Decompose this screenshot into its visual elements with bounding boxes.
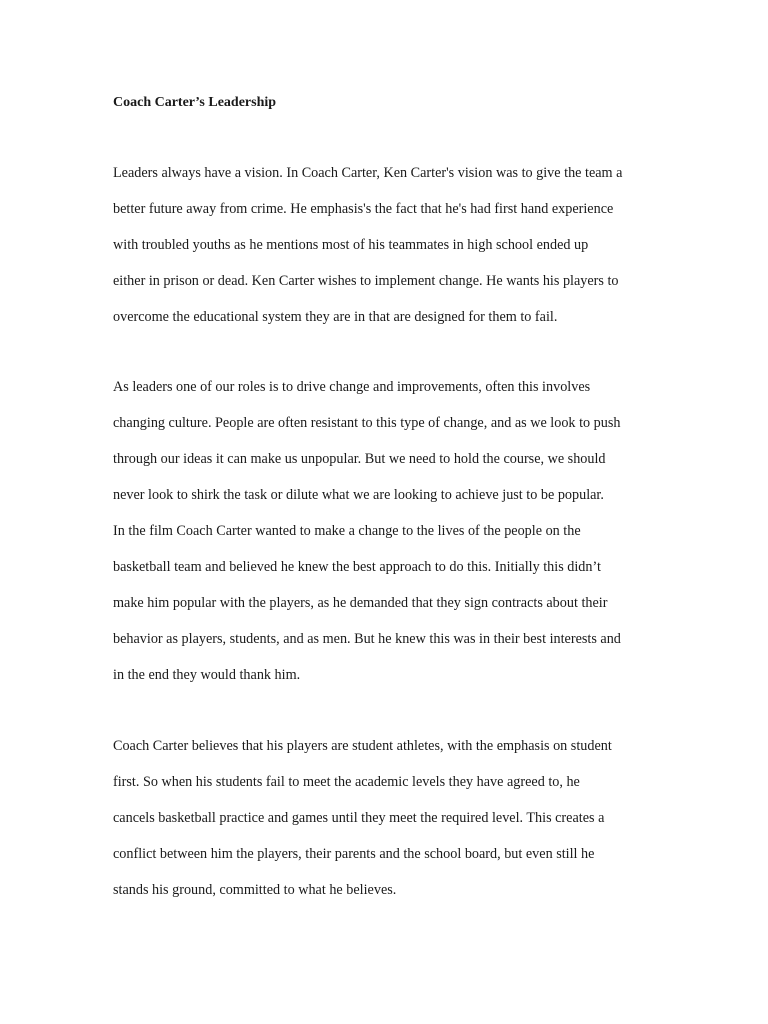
text-line: through our ideas it can make us unpopular. But we need to hold the course, we should <box>113 451 606 467</box>
text-line: As leaders one of our roles is to drive change and improvements, often this involves <box>113 379 591 395</box>
document-title: Coach Carter’s Leadership <box>113 95 277 110</box>
text-line: never look to shirk the task or dilute what we are looking to achieve just to be popular. <box>113 487 604 503</box>
text-line: in the end they would thank him. <box>113 667 301 683</box>
text-line: with troubled youths as he mentions most of his teammates in high school ended up <box>113 237 589 253</box>
text-line: In the film Coach Carter wanted to make a change to the lives of the people on the <box>113 523 581 539</box>
text-line: cancels basketball practice and games until they meet the required level. This creates a <box>113 810 605 826</box>
text-line: first. So when his students fail to meet the academic levels they have agreed to, he <box>113 774 580 790</box>
paragraph-2 <box>113 378 673 702</box>
text-line: stands his ground, committed to what he believes. <box>113 882 397 898</box>
text-line: behavior as players, students, and as men. But he knew this was in their best interests and <box>113 631 621 647</box>
text-line: either in prison or dead. Ken Carter wishes to implement change. He wants his players to <box>113 273 619 289</box>
paragraph-3 <box>113 737 673 917</box>
text-line: conflict between him the players, their parents and the school board, but even still he <box>113 846 595 862</box>
text-line: make him popular with the players, as he demanded that they sign contracts about their <box>113 595 608 611</box>
text-line: Leaders always have a vision. In Coach Carter, Ken Carter's vision was to give the team a <box>113 165 623 181</box>
text-line: overcome the educational system they are in that are designed for them to fail. <box>113 309 558 325</box>
paragraph-1 <box>113 164 673 344</box>
text-line: changing culture. People are often resistant to this type of change, and as we look to push <box>113 415 621 431</box>
text-line: basketball team and believed he knew the best approach to do this. Initially this didn’t <box>113 559 601 575</box>
text-line: better future away from crime. He emphasis's the fact that he's had first hand experience <box>113 201 614 217</box>
text-line: Coach Carter believes that his players are student athletes, with the emphasis on student <box>113 738 612 754</box>
